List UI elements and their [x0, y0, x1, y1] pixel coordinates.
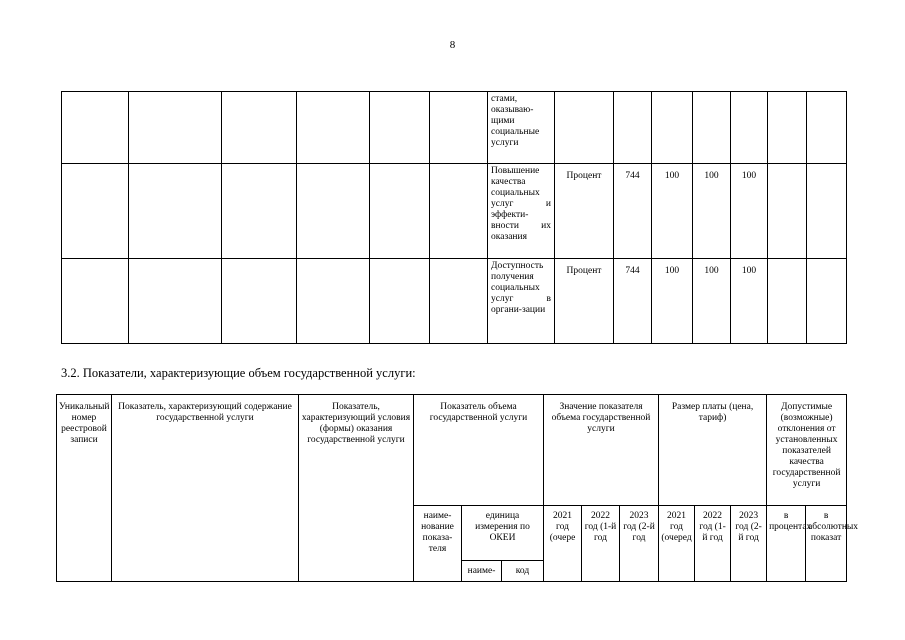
unit-name: Процент	[555, 164, 614, 259]
value-2023	[731, 92, 768, 164]
table-cell	[297, 92, 370, 164]
table-row	[62, 259, 847, 344]
table-cell	[297, 259, 370, 344]
deviation-absolute	[807, 92, 847, 164]
value-2022: 100	[693, 259, 731, 344]
quality-indicators-table	[61, 91, 847, 344]
value-2023: 100	[731, 259, 768, 344]
subheader-fee-2022: 2022 год (1-й год	[695, 506, 731, 582]
table-cell	[129, 259, 222, 344]
table-cell	[297, 164, 370, 259]
subheader-fee-2023: 2023 год (2-й год	[731, 506, 767, 582]
table-row	[62, 164, 847, 259]
table-cell	[430, 164, 488, 259]
table-cell	[129, 92, 222, 164]
subheader-indicator-name: наиме-нование показа-теля	[414, 506, 462, 582]
subheader-value-2021: 2021 год (очере	[544, 506, 582, 582]
table-cell	[222, 259, 297, 344]
unit-code	[614, 92, 652, 164]
header-fee: Размер платы (цена, тариф)	[659, 395, 767, 506]
value-2022	[693, 92, 731, 164]
subheader-value-2023: 2023 год (2-й год	[620, 506, 659, 582]
indicator-name: Повышение качества социальных услуг и эффекти-вности их оказания	[488, 164, 555, 259]
unit-name: Процент	[555, 259, 614, 344]
deviation-percent	[768, 164, 807, 259]
table-row	[62, 92, 847, 164]
table-cell	[370, 92, 430, 164]
subheader-deviation-absolute: в абсолютных показат	[806, 506, 847, 582]
table-cell	[370, 164, 430, 259]
table-header-row	[57, 395, 847, 506]
deviation-absolute	[807, 259, 847, 344]
indicator-name: стами, оказываю-щими социальные услуги	[488, 92, 555, 164]
header-volume-indicator: Показатель объема государственной услуги	[414, 395, 544, 506]
table-cell	[222, 164, 297, 259]
value-2021: 100	[652, 259, 693, 344]
table-cell	[62, 92, 129, 164]
page-number: 8	[449, 39, 456, 51]
header-volume-value: Значение показателя объема государственной услуги	[544, 395, 659, 506]
subheader-fee-2021: 2021 год (очеред	[659, 506, 695, 582]
volume-indicators-table	[56, 394, 859, 582]
subheader-unit-code: код	[502, 561, 544, 582]
unit-name	[555, 92, 614, 164]
table-cell	[129, 164, 222, 259]
subheader-unit-name: наиме-	[462, 561, 502, 582]
deviation-absolute	[807, 164, 847, 259]
value-2021	[652, 92, 693, 164]
header-conditions-indicator: Показатель, характеризующий условия (формы) оказания государственной услуги	[299, 395, 414, 582]
table-cell	[430, 259, 488, 344]
header-deviations: Допустимые (возможные) отклонения от установленных показателей качества государственной услуги	[767, 395, 847, 506]
subheader-deviation-percent: в процентах	[767, 506, 806, 582]
deviation-percent	[768, 259, 807, 344]
table-cell	[62, 259, 129, 344]
unit-code: 744	[614, 164, 652, 259]
section-heading: 3.2. Показатели, характеризующие объем государственной услуги:	[61, 366, 416, 380]
table-cell	[62, 164, 129, 259]
header-content-indicator: Показатель, характеризующий содержание государственной услуги	[112, 395, 299, 582]
table-cell	[222, 92, 297, 164]
table-cell	[430, 92, 488, 164]
subheader-value-2022: 2022 год (1-й год	[582, 506, 620, 582]
unit-code: 744	[614, 259, 652, 344]
value-2022: 100	[693, 164, 731, 259]
subheader-unit-okei: единица измерения по ОКЕИ	[462, 506, 544, 561]
table-cell	[370, 259, 430, 344]
value-2023: 100	[731, 164, 768, 259]
deviation-percent	[768, 92, 807, 164]
header-unique-number: Уникальный номер реестровой записи	[57, 395, 112, 582]
indicator-name: Доступность получения социальных услуг в органи-зации	[488, 259, 555, 344]
value-2021: 100	[652, 164, 693, 259]
